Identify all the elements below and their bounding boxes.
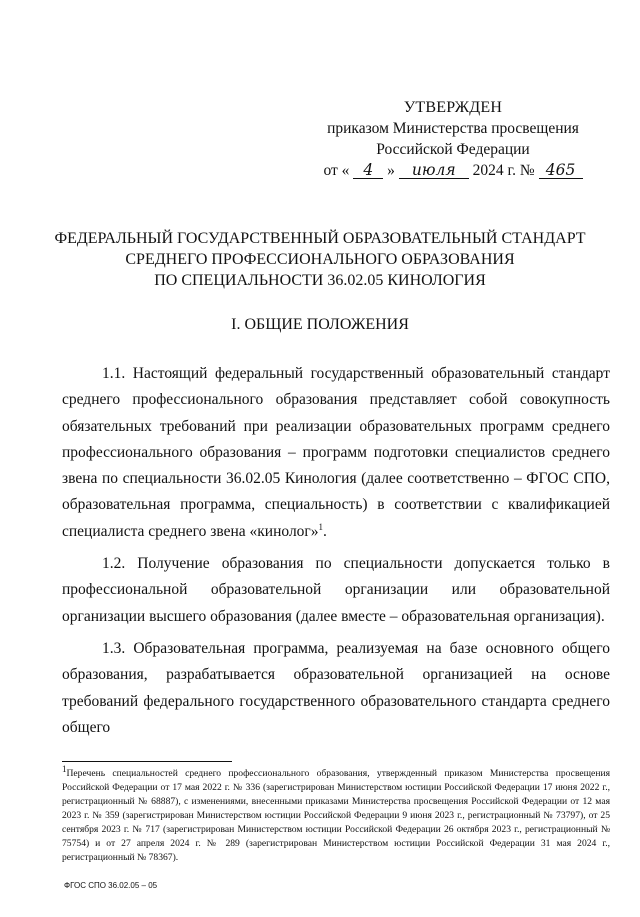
handwritten-day: 4: [353, 162, 383, 179]
approval-date-line: [318, 160, 588, 181]
paragraph-1-3: 1.3. Образовательная программа, реализуемая на базе основного общего образования, разрабатывается образовательной организацией на основе требований федерального государственного образовательного стандарта среднего общего: [62, 639, 610, 736]
approval-heading: УТВЕРЖДЕН: [403, 99, 503, 116]
footnote-reference: 1: [318, 521, 324, 532]
paragraph-1-1-end: .: [323, 522, 327, 540]
date-prefix: от «: [323, 162, 350, 179]
paragraph-1-1: [62, 361, 610, 545]
section-heading: I. ОБЩИЕ ПОЛОЖЕНИЯ: [231, 316, 409, 333]
approval-block: [318, 97, 588, 181]
handwritten-month: июля: [399, 162, 469, 179]
footnote-divider: [62, 761, 232, 762]
date-year: 2024 г. №: [472, 162, 535, 179]
handwritten-order-number: 465: [539, 162, 583, 179]
title-line-3: ПО СПЕЦИАЛЬНОСТИ 36.02.05 КИНОЛОГИЯ: [154, 272, 486, 289]
body-text: [62, 361, 610, 747]
footnote-text: Перечень специальностей среднего профессионального образования, утвержденный приказом Министерства просвещения Российской Федерации от 17 мая 2022 г. № 336 (зарегистрирован Министерством юстиции Российской Федерации 17 июня 2022 г., регистрационный № 68887), с изменениями, внесенными приказами Министерства просвещения Российской Федерации от 12 мая 2023 г. № 359 (зарегистрирован Министерством юстиции Российской Федерации 9 июня 2023 г., регистрационный № 73797), от 25 сентября 2023 г. № 717 (зарегистрирован Министерством юстиции Российской Федерации 26 октября 2023 г., регистрационный № 75754) и от 27 апреля 2024 г. № 289 (зарегистрирован Министерством юстиции Российской Федерации 31 мая 2024 г., регистрационный № 78367).: [62, 768, 610, 863]
page-footer: ФГОС СПО 36.02.05 – 05: [64, 881, 158, 890]
paragraph-1-1-text: 1.1. Настоящий федеральный государственный образовательный стандарт среднего профессионального образования представляет собой совокупность обязательных требований при реализации образовательных программ среднего профессионального образования – программ подготовки специалистов среднего звена по специальности 36.02.05 Кинология (далее соответственно – ФГОС СПО, образовательная программа, специальность) в соответствии с квалификацией специалиста среднего звена «кинолог»: [62, 365, 610, 540]
footnote-mark: 1: [62, 763, 67, 774]
title-line-2: СРЕДНЕГО ПРОФЕССИОНАЛЬНОГО ОБРАЗОВАНИЯ: [125, 251, 515, 268]
paragraph-1-2: 1.2. Получение образования по специальности допускается только в профессиональной образовательной организации или образовательной организации высшего образования (далее вместе – образовательная организация).: [62, 555, 610, 625]
date-quote-close: »: [387, 162, 395, 179]
approval-line-2: Российской Федерации: [376, 141, 530, 158]
approval-line-1: приказом Министерства просвещения: [327, 120, 579, 137]
standard-title: [40, 228, 600, 291]
title-line-1: ФЕДЕРАЛЬНЫЙ ГОСУДАРСТВЕННЫЙ ОБРАЗОВАТЕЛЬНЫЙ СТАНДАРТ: [54, 230, 586, 247]
footnote-body: [62, 763, 610, 865]
footnote: [62, 763, 610, 865]
